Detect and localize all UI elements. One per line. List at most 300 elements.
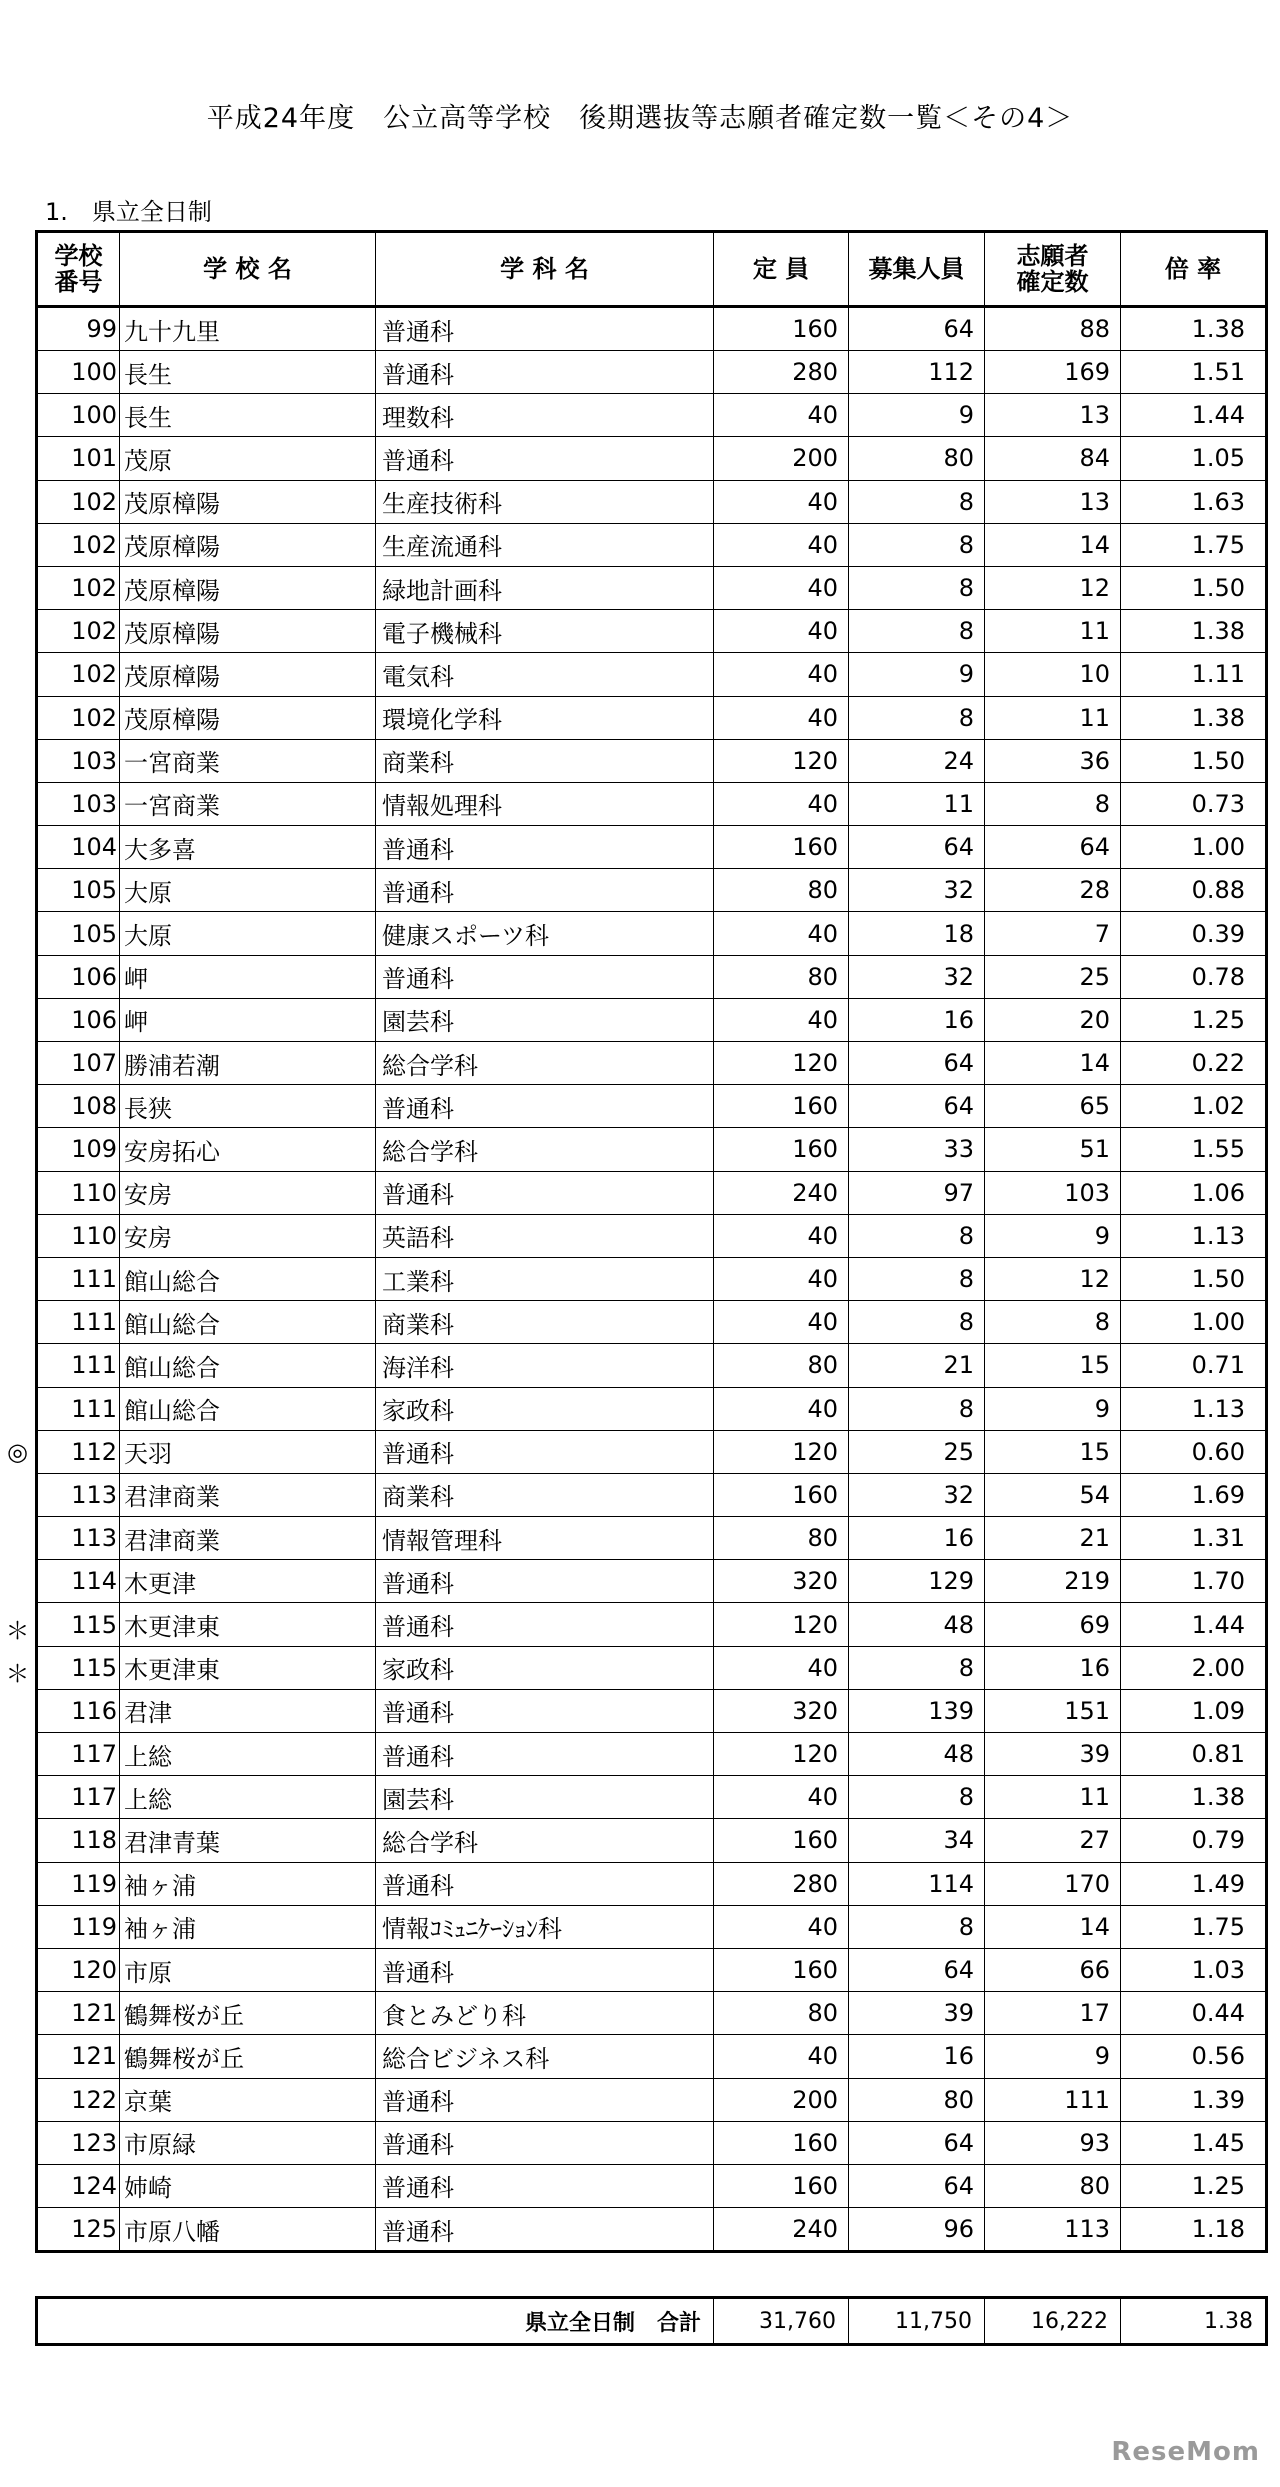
capacity-cell: 160 [714,826,849,869]
capacity-cell: 80 [714,1992,849,2035]
table-row [37,1733,1267,1776]
capacity-cell: 120 [714,739,849,782]
recruit-cell: 8 [849,1214,985,1257]
ratio-cell: 0.79 [1121,1819,1267,1862]
applicants-cell: 11 [985,696,1121,739]
recruit-cell: 9 [849,394,985,437]
department-cell: 普通科 [376,869,714,912]
capacity-cell: 160 [714,2121,849,2164]
school-no-cell: 119 [37,1862,120,1905]
department-cell: 普通科 [376,826,714,869]
school-no-cell: 102 [37,696,120,739]
recruit-cell: 32 [849,955,985,998]
school-name-cell: 九十九里 [120,307,376,351]
school-name-cell: 袖ヶ浦 [120,1905,376,1948]
table-row [37,351,1267,394]
capacity-cell: 40 [714,2035,849,2078]
ratio-cell: 1.38 [1121,307,1267,351]
ratio-cell: 1.18 [1121,2208,1267,2252]
table-row [37,782,1267,825]
department-cell: 普通科 [376,2208,714,2252]
ratio-cell: 2.00 [1121,1646,1267,1689]
ratio-cell: 1.25 [1121,998,1267,1041]
department-cell: 生産技術科 [376,480,714,523]
applicants-cell: 25 [985,955,1121,998]
recruit-cell: 9 [849,653,985,696]
applicants-cell: 103 [985,1171,1121,1214]
capacity-cell: 200 [714,2078,849,2121]
school-no-cell: 110 [37,1171,120,1214]
recruit-cell: 39 [849,1992,985,2035]
school-name-cell: 茂原樟陽 [120,653,376,696]
table-row [37,523,1267,566]
ratio-cell: 1.50 [1121,739,1267,782]
school-no-cell: 121 [37,2035,120,2078]
school-name-cell: 一宮商業 [120,739,376,782]
school-name-cell: 市原緑 [120,2121,376,2164]
school-name-cell: 天羽 [120,1430,376,1473]
applicants-cell: 14 [985,1042,1121,1085]
capacity-cell: 160 [714,1948,849,1991]
ratio-cell: 1.50 [1121,566,1267,609]
capacity-cell: 40 [714,610,849,653]
school-name-cell: 姉崎 [120,2164,376,2207]
school-no-cell: 106 [37,998,120,1041]
total-label: 県立全日制 合計 [37,2298,714,2345]
school-name-cell: 大原 [120,869,376,912]
recruit-cell: 21 [849,1344,985,1387]
ratio-cell: 1.25 [1121,2164,1267,2207]
header-department: 学 科 名 [376,232,714,307]
section-heading: 1. 県立全日制 [45,198,212,226]
recruit-cell: 8 [849,696,985,739]
school-no-cell: 111 [37,1344,120,1387]
table-row [37,2121,1267,2164]
school-no-cell: 104 [37,826,120,869]
school-no-cell: 112 [37,1430,120,1473]
recruit-cell: 8 [849,566,985,609]
applicants-cell: 7 [985,912,1121,955]
school-name-cell: 安房拓心 [120,1128,376,1171]
ratio-cell: 1.75 [1121,1905,1267,1948]
school-name-cell: 君津 [120,1689,376,1732]
table-row [37,1517,1267,1560]
applicants-cell: 9 [985,1214,1121,1257]
school-name-cell: 館山総合 [120,1387,376,1430]
capacity-cell: 40 [714,1776,849,1819]
school-name-cell: 長生 [120,351,376,394]
ratio-cell: 1.13 [1121,1214,1267,1257]
school-name-cell: 大原 [120,912,376,955]
department-cell: 商業科 [376,739,714,782]
applicants-cell: 12 [985,566,1121,609]
table-row [37,610,1267,653]
applicants-cell: 8 [985,782,1121,825]
school-no-cell: 105 [37,869,120,912]
table-row [37,1301,1267,1344]
school-no-cell: 109 [37,1128,120,1171]
table-row [37,1387,1267,1430]
department-cell: 普通科 [376,1689,714,1732]
school-no-cell: 106 [37,955,120,998]
header-ratio: 倍 率 [1121,232,1267,307]
applicants-cell: 88 [985,307,1121,351]
school-no-cell: 121 [37,1992,120,2035]
capacity-cell: 320 [714,1689,849,1732]
capacity-cell: 160 [714,2164,849,2207]
ratio-cell: 1.03 [1121,1948,1267,1991]
recruit-cell: 64 [849,1042,985,1085]
school-name-cell: 袖ヶ浦 [120,1862,376,1905]
applicants-cell: 93 [985,2121,1121,2164]
applicants-cell: 69 [985,1603,1121,1646]
applicants-cell: 13 [985,480,1121,523]
capacity-cell: 40 [714,523,849,566]
table-row [37,1603,1267,1646]
capacity-cell: 280 [714,351,849,394]
department-cell: 普通科 [376,437,714,480]
school-no-cell: 111 [37,1387,120,1430]
capacity-cell: 120 [714,1733,849,1776]
ratio-cell: 1.44 [1121,1603,1267,1646]
table-row [37,1473,1267,1516]
capacity-cell: 80 [714,955,849,998]
recruit-cell: 80 [849,2078,985,2121]
table-row [37,1776,1267,1819]
school-no-cell: 125 [37,2208,120,2252]
ratio-cell: 1.44 [1121,394,1267,437]
ratio-cell: 0.78 [1121,955,1267,998]
school-no-cell: 103 [37,782,120,825]
ratio-cell: 1.38 [1121,610,1267,653]
department-cell: 普通科 [376,1948,714,1991]
department-cell: 健康スポーツ科 [376,912,714,955]
school-name-cell: 木更津東 [120,1603,376,1646]
capacity-cell: 40 [714,998,849,1041]
applicants-cell: 15 [985,1430,1121,1473]
table-row [37,307,1267,351]
applicants-cell: 111 [985,2078,1121,2121]
department-cell: 工業科 [376,1257,714,1300]
department-cell: 園芸科 [376,998,714,1041]
department-cell: 環境化学科 [376,696,714,739]
school-no-cell: 115 [37,1646,120,1689]
school-name-cell: 長生 [120,394,376,437]
ratio-cell: 1.00 [1121,826,1267,869]
school-no-cell: 101 [37,437,120,480]
department-cell: 理数科 [376,394,714,437]
recruit-cell: 34 [849,1819,985,1862]
recruit-cell: 8 [849,1301,985,1344]
recruit-cell: 16 [849,998,985,1041]
department-cell: 情報ｺﾐｭﾆｹｰｼｮﾝ科 [376,1905,714,1948]
school-name-cell: 長狭 [120,1085,376,1128]
total-capacity: 31,760 [714,2298,849,2345]
department-cell: 普通科 [376,1171,714,1214]
school-name-cell: 勝浦若潮 [120,1042,376,1085]
department-cell: 普通科 [376,2164,714,2207]
recruit-cell: 64 [849,1085,985,1128]
applicants-cell: 65 [985,1085,1121,1128]
ratio-cell: 0.88 [1121,869,1267,912]
school-no-cell: 102 [37,480,120,523]
ratio-cell: 0.39 [1121,912,1267,955]
recruit-cell: 64 [849,1948,985,1991]
table-row [37,1171,1267,1214]
school-name-cell: 鶴舞桜が丘 [120,2035,376,2078]
school-no-cell: 100 [37,394,120,437]
applicants-cell: 64 [985,826,1121,869]
recruit-cell: 16 [849,1517,985,1560]
capacity-cell: 120 [714,1603,849,1646]
recruit-cell: 96 [849,2208,985,2252]
department-cell: 総合学科 [376,1819,714,1862]
school-no-cell: 117 [37,1776,120,1819]
department-cell: 普通科 [376,351,714,394]
recruit-cell: 8 [849,1646,985,1689]
header-recruit: 募集人員 [849,232,985,307]
school-no-cell: 111 [37,1301,120,1344]
capacity-cell: 160 [714,1085,849,1128]
table-row [37,566,1267,609]
recruit-cell: 114 [849,1862,985,1905]
department-cell: 普通科 [376,1733,714,1776]
ratio-cell: 0.60 [1121,1430,1267,1473]
table-row [37,826,1267,869]
capacity-cell: 40 [714,782,849,825]
capacity-cell: 320 [714,1560,849,1603]
applicants-cell: 11 [985,610,1121,653]
capacity-cell: 80 [714,1344,849,1387]
ratio-cell: 1.39 [1121,2078,1267,2121]
recruit-cell: 48 [849,1733,985,1776]
applicants-cell: 17 [985,1992,1121,2035]
capacity-cell: 40 [714,394,849,437]
ratio-cell: 1.50 [1121,1257,1267,1300]
applicants-cell: 13 [985,394,1121,437]
header-capacity: 定 員 [714,232,849,307]
recruit-cell: 18 [849,912,985,955]
school-name-cell: 館山総合 [120,1257,376,1300]
recruit-cell: 8 [849,480,985,523]
school-name-cell: 木更津東 [120,1646,376,1689]
department-cell: 商業科 [376,1301,714,1344]
applicants-cell: 20 [985,998,1121,1041]
school-no-cell: 108 [37,1085,120,1128]
applicants-cell: 151 [985,1689,1121,1732]
capacity-cell: 80 [714,869,849,912]
applicants-cell: 54 [985,1473,1121,1516]
department-cell: 普通科 [376,2121,714,2164]
table-row [37,1905,1267,1948]
capacity-cell: 40 [714,1905,849,1948]
school-no-cell: 102 [37,653,120,696]
applicants-cell: 36 [985,739,1121,782]
department-cell: 普通科 [376,1862,714,1905]
school-name-cell: 岬 [120,955,376,998]
capacity-cell: 40 [714,480,849,523]
school-no-cell: 115 [37,1603,120,1646]
recruit-cell: 24 [849,739,985,782]
applicants-cell: 9 [985,2035,1121,2078]
recruit-cell: 8 [849,610,985,653]
department-cell: 普通科 [376,2078,714,2121]
ratio-cell: 1.38 [1121,696,1267,739]
ratio-cell: 0.71 [1121,1344,1267,1387]
recruit-cell: 25 [849,1430,985,1473]
table-row [37,394,1267,437]
school-no-cell: 100 [37,351,120,394]
department-cell: 英語科 [376,1214,714,1257]
table-row [37,1128,1267,1171]
school-name-cell: 市原 [120,1948,376,1991]
capacity-cell: 160 [714,1128,849,1171]
applicants-cell: 9 [985,1387,1121,1430]
recruit-cell: 48 [849,1603,985,1646]
capacity-cell: 40 [714,1257,849,1300]
school-name-cell: 一宮商業 [120,782,376,825]
school-no-cell: 123 [37,2121,120,2164]
table-row [37,1646,1267,1689]
department-cell: 総合学科 [376,1042,714,1085]
recruit-cell: 112 [849,351,985,394]
ratio-cell: 0.44 [1121,1992,1267,2035]
applicants-cell: 14 [985,1905,1121,1948]
school-name-cell: 館山総合 [120,1344,376,1387]
school-no-cell: 118 [37,1819,120,1862]
total-ratio: 1.38 [1121,2298,1267,2345]
capacity-cell: 160 [714,307,849,351]
watermark-logo: ReseMom [1111,2437,1260,2467]
table-row [37,1257,1267,1300]
department-cell: 生産流通科 [376,523,714,566]
ratio-cell: 1.55 [1121,1128,1267,1171]
recruit-cell: 64 [849,826,985,869]
table-row [37,1560,1267,1603]
school-no-cell: 107 [37,1042,120,1085]
recruit-cell: 16 [849,2035,985,2078]
ratio-cell: 1.45 [1121,2121,1267,2164]
table-row [37,2078,1267,2121]
school-name-cell: 安房 [120,1214,376,1257]
recruit-cell: 64 [849,307,985,351]
applicants-cell: 21 [985,1517,1121,1560]
table-row [37,1085,1267,1128]
school-no-cell: 114 [37,1560,120,1603]
table-row [37,1214,1267,1257]
table-row [37,955,1267,998]
ratio-cell: 1.09 [1121,1689,1267,1732]
total-table [35,2296,1268,2346]
school-name-cell: 館山総合 [120,1301,376,1344]
department-cell: 普通科 [376,1603,714,1646]
recruit-cell: 97 [849,1171,985,1214]
table-row [37,1430,1267,1473]
recruit-cell: 11 [849,782,985,825]
capacity-cell: 40 [714,696,849,739]
ratio-cell: 0.73 [1121,782,1267,825]
header-school-no: 学校 番号 [37,232,120,307]
ratio-cell: 1.05 [1121,437,1267,480]
ratio-cell: 1.63 [1121,480,1267,523]
capacity-cell: 40 [714,912,849,955]
total-row [37,2298,1267,2345]
total-recruit: 11,750 [849,2298,985,2345]
capacity-cell: 240 [714,1171,849,1214]
applicants-cell: 39 [985,1733,1121,1776]
ratio-cell: 1.49 [1121,1862,1267,1905]
school-name-cell: 上総 [120,1733,376,1776]
school-no-cell: 124 [37,2164,120,2207]
recruit-cell: 80 [849,437,985,480]
department-cell: 総合ビジネス科 [376,2035,714,2078]
school-no-cell: 105 [37,912,120,955]
capacity-cell: 40 [714,1301,849,1344]
table-row [37,480,1267,523]
header-applicants: 志願者 確定数 [985,232,1121,307]
school-name-cell: 茂原樟陽 [120,610,376,653]
recruit-cell: 8 [849,1257,985,1300]
department-cell: 家政科 [376,1387,714,1430]
department-cell: 電子機械科 [376,610,714,653]
ratio-cell: 1.69 [1121,1473,1267,1516]
school-name-cell: 茂原樟陽 [120,480,376,523]
table-header-row [37,232,1267,307]
school-no-cell: 103 [37,739,120,782]
table-row [37,1862,1267,1905]
applicants-cell: 11 [985,1776,1121,1819]
department-cell: 情報処理科 [376,782,714,825]
capacity-cell: 40 [714,1646,849,1689]
school-no-cell: 102 [37,566,120,609]
row-marker: ◎ [7,1437,28,1466]
capacity-cell: 40 [714,566,849,609]
applicants-cell: 219 [985,1560,1121,1603]
department-cell: 海洋科 [376,1344,714,1387]
school-no-cell: 120 [37,1948,120,1991]
recruit-cell: 8 [849,1776,985,1819]
capacity-cell: 40 [714,1387,849,1430]
department-cell: 普通科 [376,1560,714,1603]
applicants-cell: 16 [985,1646,1121,1689]
ratio-cell: 1.38 [1121,1776,1267,1819]
department-cell: 普通科 [376,1430,714,1473]
capacity-cell: 240 [714,2208,849,2252]
capacity-cell: 120 [714,1430,849,1473]
table-row [37,696,1267,739]
school-name-cell: 君津商業 [120,1517,376,1560]
table-row [37,1948,1267,1991]
capacity-cell: 200 [714,437,849,480]
school-name-cell: 大多喜 [120,826,376,869]
applicants-cell: 51 [985,1128,1121,1171]
department-cell: 情報管理科 [376,1517,714,1560]
ratio-cell: 1.75 [1121,523,1267,566]
header-school-name: 学 校 名 [120,232,376,307]
table-row [37,998,1267,1041]
department-cell: 普通科 [376,1085,714,1128]
school-name-cell: 君津青葉 [120,1819,376,1862]
ratio-cell: 1.13 [1121,1387,1267,1430]
applicants-cell: 113 [985,2208,1121,2252]
ratio-cell: 0.81 [1121,1733,1267,1776]
applicants-cell: 66 [985,1948,1121,1991]
school-name-cell: 君津商業 [120,1473,376,1516]
ratio-cell: 0.56 [1121,2035,1267,2078]
school-name-cell: 茂原樟陽 [120,696,376,739]
recruit-cell: 139 [849,1689,985,1732]
school-no-cell: 117 [37,1733,120,1776]
